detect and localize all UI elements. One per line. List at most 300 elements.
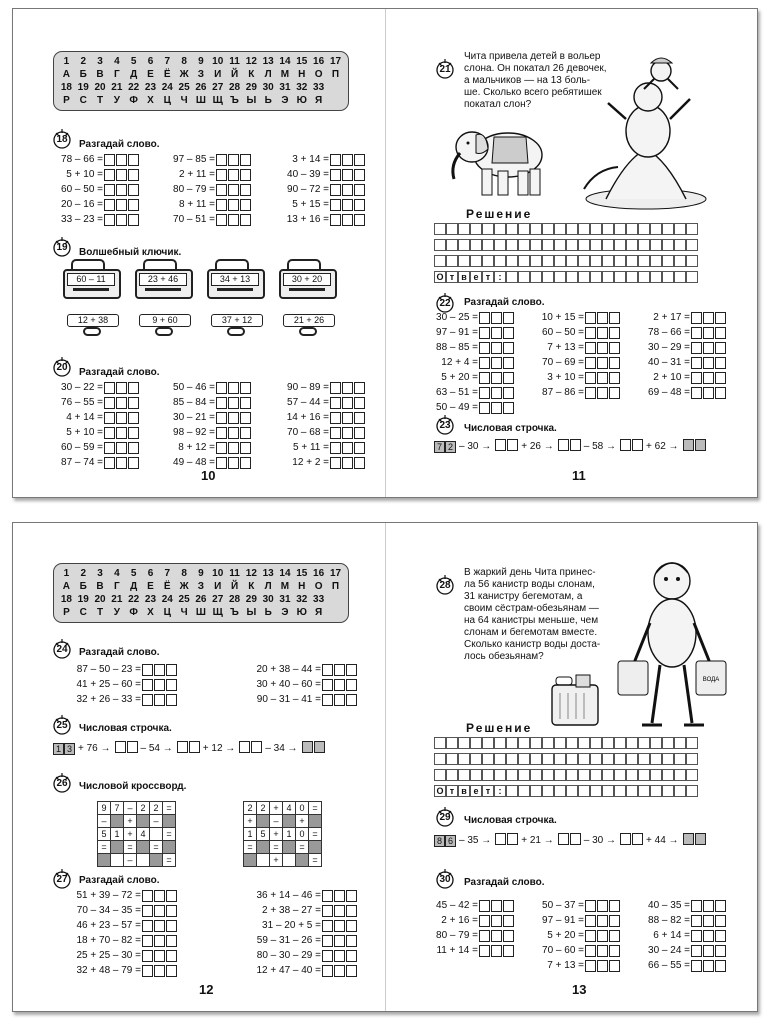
- answer-box[interactable]: [251, 741, 262, 753]
- grid-cell[interactable]: [518, 255, 530, 267]
- answer-box[interactable]: [715, 960, 726, 972]
- answer-box[interactable]: [104, 427, 115, 439]
- grid-cell[interactable]: [590, 769, 602, 781]
- grid-cell[interactable]: [638, 239, 650, 251]
- answer-box[interactable]: [346, 890, 357, 902]
- answer-box[interactable]: [154, 679, 165, 691]
- grid-cell[interactable]: [542, 271, 554, 283]
- grid-cell[interactable]: [470, 769, 482, 781]
- answer-box[interactable]: [570, 833, 581, 845]
- grid-cell[interactable]: [662, 769, 674, 781]
- answer-box[interactable]: [116, 382, 127, 394]
- answer-box[interactable]: [154, 694, 165, 706]
- grid-cell[interactable]: [542, 239, 554, 251]
- grid-cell[interactable]: [674, 785, 686, 797]
- grid-cell[interactable]: [638, 753, 650, 765]
- answer-box[interactable]: [609, 960, 620, 972]
- answer-box[interactable]: [228, 214, 239, 226]
- answer-box[interactable]: [142, 679, 153, 691]
- crossword-cell[interactable]: [111, 854, 124, 867]
- crossword-cell[interactable]: [244, 854, 257, 867]
- answer-box[interactable]: [503, 402, 514, 414]
- crossword-cell[interactable]: [111, 815, 124, 828]
- grid-cell[interactable]: [530, 271, 542, 283]
- answer-box[interactable]: [620, 833, 631, 845]
- grid-cell[interactable]: [590, 239, 602, 251]
- answer-box[interactable]: [495, 439, 506, 451]
- answer-box[interactable]: [322, 905, 333, 917]
- answer-box[interactable]: [240, 184, 251, 196]
- grid-cell[interactable]: [602, 753, 614, 765]
- grid-cell[interactable]: [686, 769, 698, 781]
- grid-cell[interactable]: [518, 785, 530, 797]
- answer-box[interactable]: [503, 327, 514, 339]
- grid-cell[interactable]: [434, 737, 446, 749]
- answer-box[interactable]: [240, 442, 251, 454]
- chain-answer[interactable]: [682, 833, 706, 848]
- answer-box[interactable]: [216, 199, 227, 211]
- grid-cell[interactable]: [506, 785, 518, 797]
- grid-cell[interactable]: [578, 769, 590, 781]
- answer-box[interactable]: [166, 905, 177, 917]
- grid-cell[interactable]: [530, 255, 542, 267]
- grid-cell[interactable]: [506, 239, 518, 251]
- crossword-cell[interactable]: [150, 828, 163, 841]
- answer-box[interactable]: [354, 214, 365, 226]
- answer-box[interactable]: [491, 342, 502, 354]
- grid-cell[interactable]: [650, 223, 662, 235]
- answer-box[interactable]: [334, 920, 345, 932]
- grid-cell[interactable]: [458, 753, 470, 765]
- grid-cell[interactable]: [674, 271, 686, 283]
- grid-cell[interactable]: [434, 223, 446, 235]
- answer-box[interactable]: [166, 664, 177, 676]
- answer-box[interactable]: [703, 387, 714, 399]
- answer-box[interactable]: [104, 412, 115, 424]
- answer-box[interactable]: [703, 915, 714, 927]
- answer-box[interactable]: [558, 439, 569, 451]
- key-icon[interactable]: [67, 314, 117, 338]
- grid-cell[interactable]: [602, 271, 614, 283]
- chain-answer[interactable]: [494, 833, 518, 848]
- answer-box[interactable]: [609, 945, 620, 957]
- answer-box[interactable]: [609, 930, 620, 942]
- answer-box[interactable]: [585, 960, 596, 972]
- answer-box[interactable]: [189, 741, 200, 753]
- answer-box[interactable]: [116, 442, 127, 454]
- answer-box[interactable]: [240, 169, 251, 181]
- answer-box[interactable]: [715, 357, 726, 369]
- answer-box[interactable]: [342, 397, 353, 409]
- answer-box[interactable]: [342, 154, 353, 166]
- answer-box[interactable]: [128, 214, 139, 226]
- answer-box[interactable]: [116, 214, 127, 226]
- grid-cell[interactable]: [662, 239, 674, 251]
- grid-cell[interactable]: [626, 239, 638, 251]
- answer-box[interactable]: [585, 387, 596, 399]
- answer-box[interactable]: [342, 442, 353, 454]
- grid-cell[interactable]: [446, 239, 458, 251]
- chain-answer[interactable]: [557, 833, 581, 848]
- answer-box[interactable]: [354, 412, 365, 424]
- grid-cell[interactable]: [614, 223, 626, 235]
- answer-box[interactable]: [330, 427, 341, 439]
- grid-cell[interactable]: [674, 737, 686, 749]
- answer-box[interactable]: [128, 442, 139, 454]
- crossword-cell[interactable]: [98, 854, 111, 867]
- answer-box[interactable]: [104, 214, 115, 226]
- answer-box[interactable]: [346, 965, 357, 977]
- answer-box[interactable]: [491, 357, 502, 369]
- answer-box[interactable]: [691, 312, 702, 324]
- grid-cell[interactable]: [674, 223, 686, 235]
- crossword-right[interactable]: [243, 801, 322, 867]
- answer-box[interactable]: [216, 382, 227, 394]
- answer-box[interactable]: [585, 312, 596, 324]
- answer-box[interactable]: [479, 900, 490, 912]
- answer-box[interactable]: [154, 890, 165, 902]
- grid-cell[interactable]: [638, 769, 650, 781]
- grid-cell[interactable]: [626, 271, 638, 283]
- answer-box[interactable]: [142, 664, 153, 676]
- answer-box[interactable]: [491, 402, 502, 414]
- grid-cell[interactable]: [446, 753, 458, 765]
- answer-box[interactable]: [228, 154, 239, 166]
- answer-box[interactable]: [322, 664, 333, 676]
- answer-box[interactable]: [715, 372, 726, 384]
- answer-box[interactable]: [116, 397, 127, 409]
- grid-cell[interactable]: [614, 769, 626, 781]
- answer-box[interactable]: [503, 915, 514, 927]
- grid-cell[interactable]: [518, 769, 530, 781]
- answer-box[interactable]: [691, 930, 702, 942]
- answer-box[interactable]: [609, 900, 620, 912]
- grid-cell[interactable]: [530, 239, 542, 251]
- answer-box[interactable]: [691, 900, 702, 912]
- grid-cell[interactable]: [590, 753, 602, 765]
- grid-cell[interactable]: [518, 271, 530, 283]
- crossword-cell[interactable]: [111, 841, 124, 854]
- answer-box[interactable]: [216, 169, 227, 181]
- answer-box[interactable]: [609, 327, 620, 339]
- grid-cell[interactable]: [662, 753, 674, 765]
- grid-cell[interactable]: [470, 737, 482, 749]
- answer-box[interactable]: [597, 915, 608, 927]
- grid-cell[interactable]: [506, 753, 518, 765]
- answer-box[interactable]: [703, 960, 714, 972]
- answer-box[interactable]: [334, 890, 345, 902]
- grid-cell[interactable]: [638, 785, 650, 797]
- grid-cell[interactable]: [434, 769, 446, 781]
- grid-cell[interactable]: [434, 753, 446, 765]
- answer-box[interactable]: [491, 387, 502, 399]
- answer-box[interactable]: [597, 312, 608, 324]
- grid-cell[interactable]: [470, 239, 482, 251]
- grid-cell[interactable]: [614, 737, 626, 749]
- crossword-cell[interactable]: [283, 841, 296, 854]
- answer-box[interactable]: [703, 945, 714, 957]
- grid-cell[interactable]: [614, 753, 626, 765]
- answer-box[interactable]: [620, 439, 631, 451]
- grid-cell[interactable]: [662, 271, 674, 283]
- answer-box[interactable]: [479, 402, 490, 414]
- grid-cell[interactable]: [590, 737, 602, 749]
- answer-box[interactable]: [354, 427, 365, 439]
- answer-box[interactable]: [154, 905, 165, 917]
- grid-cell[interactable]: [506, 271, 518, 283]
- answer-box[interactable]: [691, 357, 702, 369]
- grid-cell[interactable]: [458, 737, 470, 749]
- grid-cell[interactable]: [674, 753, 686, 765]
- answer-box[interactable]: [314, 741, 325, 753]
- crossword-cell[interactable]: [257, 841, 270, 854]
- answer-box[interactable]: [240, 397, 251, 409]
- grid-cell[interactable]: [554, 769, 566, 781]
- answer-box[interactable]: [166, 679, 177, 691]
- grid-cell[interactable]: [650, 769, 662, 781]
- grid-cell[interactable]: [542, 223, 554, 235]
- answer-box[interactable]: [166, 965, 177, 977]
- answer-box[interactable]: [330, 457, 341, 469]
- grid-cell[interactable]: [626, 769, 638, 781]
- answer-box[interactable]: [479, 930, 490, 942]
- grid-cell[interactable]: [626, 737, 638, 749]
- grid-cell[interactable]: [638, 223, 650, 235]
- answer-box[interactable]: [503, 342, 514, 354]
- grid-cell[interactable]: [458, 223, 470, 235]
- answer-box[interactable]: [128, 154, 139, 166]
- answer-box[interactable]: [322, 965, 333, 977]
- grid-cell[interactable]: [446, 737, 458, 749]
- grid-cell[interactable]: [602, 737, 614, 749]
- grid-cell[interactable]: [590, 255, 602, 267]
- answer-box[interactable]: [715, 945, 726, 957]
- answer-box[interactable]: [691, 372, 702, 384]
- answer-box[interactable]: [695, 439, 706, 451]
- answer-box[interactable]: [597, 372, 608, 384]
- grid-cell[interactable]: [638, 255, 650, 267]
- grid-cell[interactable]: [578, 737, 590, 749]
- answer-box[interactable]: [507, 833, 518, 845]
- answer-box[interactable]: [128, 169, 139, 181]
- grid-cell[interactable]: [482, 753, 494, 765]
- answer-box[interactable]: [228, 397, 239, 409]
- answer-box[interactable]: [116, 169, 127, 181]
- grid-cell[interactable]: [686, 785, 698, 797]
- answer-box[interactable]: [342, 457, 353, 469]
- grid-cell[interactable]: [590, 271, 602, 283]
- answer-box[interactable]: [166, 920, 177, 932]
- crossword-cell[interactable]: [137, 841, 150, 854]
- answer-box[interactable]: [228, 427, 239, 439]
- answer-box[interactable]: [239, 741, 250, 753]
- answer-box[interactable]: [154, 664, 165, 676]
- answer-box[interactable]: [240, 382, 251, 394]
- answer-box[interactable]: [346, 664, 357, 676]
- answer-box[interactable]: [597, 387, 608, 399]
- answer-box[interactable]: [346, 920, 357, 932]
- grid-cell[interactable]: [506, 769, 518, 781]
- answer-box[interactable]: [322, 679, 333, 691]
- answer-box[interactable]: [585, 900, 596, 912]
- grid-cell[interactable]: [602, 785, 614, 797]
- answer-box[interactable]: [558, 833, 569, 845]
- answer-box[interactable]: [491, 915, 502, 927]
- chain-answer[interactable]: [682, 439, 706, 454]
- grid-cell[interactable]: [554, 753, 566, 765]
- answer-box[interactable]: [142, 965, 153, 977]
- answer-box[interactable]: [334, 905, 345, 917]
- chain-answer[interactable]: [238, 741, 262, 756]
- answer-box[interactable]: [228, 442, 239, 454]
- grid-cell[interactable]: [530, 753, 542, 765]
- answer-box[interactable]: [104, 184, 115, 196]
- answer-box[interactable]: [334, 679, 345, 691]
- answer-box[interactable]: [322, 935, 333, 947]
- answer-box[interactable]: [609, 387, 620, 399]
- crossword-cell[interactable]: [163, 841, 176, 854]
- answer-box[interactable]: [691, 387, 702, 399]
- grid-cell[interactable]: [590, 223, 602, 235]
- answer-box[interactable]: [491, 327, 502, 339]
- grid-cell[interactable]: [578, 785, 590, 797]
- grid-cell[interactable]: [674, 239, 686, 251]
- answer-box[interactable]: [342, 214, 353, 226]
- grid-cell[interactable]: [602, 769, 614, 781]
- grid-cell[interactable]: [554, 785, 566, 797]
- answer-box[interactable]: [342, 199, 353, 211]
- answer-box[interactable]: [330, 382, 341, 394]
- answer-box[interactable]: [240, 457, 251, 469]
- answer-box[interactable]: [104, 199, 115, 211]
- answer-box[interactable]: [216, 457, 227, 469]
- grid-cell[interactable]: [602, 223, 614, 235]
- grid-cell[interactable]: [494, 753, 506, 765]
- answer-box[interactable]: [632, 439, 643, 451]
- answer-box[interactable]: [216, 412, 227, 424]
- grid-cell[interactable]: [662, 785, 674, 797]
- answer-box[interactable]: [715, 312, 726, 324]
- answer-box[interactable]: [585, 945, 596, 957]
- answer-box[interactable]: [104, 382, 115, 394]
- answer-box[interactable]: [128, 199, 139, 211]
- grid-cell[interactable]: [662, 223, 674, 235]
- grid-cell[interactable]: [614, 785, 626, 797]
- answer-box[interactable]: [166, 694, 177, 706]
- answer-box[interactable]: [715, 900, 726, 912]
- grid-cell[interactable]: [434, 239, 446, 251]
- grid-cell[interactable]: [458, 769, 470, 781]
- answer-box[interactable]: [597, 900, 608, 912]
- answer-box[interactable]: [503, 900, 514, 912]
- answer-box[interactable]: [216, 184, 227, 196]
- answer-box[interactable]: [597, 342, 608, 354]
- chain-answer[interactable]: [619, 833, 643, 848]
- answer-box[interactable]: [104, 397, 115, 409]
- grid-cell[interactable]: [542, 769, 554, 781]
- answer-box[interactable]: [503, 357, 514, 369]
- crossword-cell[interactable]: [309, 815, 322, 828]
- chain-answer[interactable]: [557, 439, 581, 454]
- answer-box[interactable]: [703, 900, 714, 912]
- answer-box[interactable]: [354, 457, 365, 469]
- answer-box[interactable]: [228, 169, 239, 181]
- grid-cell[interactable]: [674, 769, 686, 781]
- answer-box[interactable]: [330, 154, 341, 166]
- grid-cell[interactable]: [554, 271, 566, 283]
- answer-box[interactable]: [609, 357, 620, 369]
- grid-cell[interactable]: [518, 239, 530, 251]
- answer-box[interactable]: [128, 397, 139, 409]
- grid-cell[interactable]: [494, 223, 506, 235]
- answer-box[interactable]: [703, 357, 714, 369]
- answer-box[interactable]: [691, 342, 702, 354]
- chain-answer[interactable]: [619, 439, 643, 454]
- grid-cell[interactable]: [686, 737, 698, 749]
- answer-box[interactable]: [104, 457, 115, 469]
- answer-box[interactable]: [216, 154, 227, 166]
- answer-box[interactable]: [240, 214, 251, 226]
- grid-cell[interactable]: [650, 255, 662, 267]
- answer-box[interactable]: [703, 930, 714, 942]
- answer-box[interactable]: [330, 397, 341, 409]
- answer-box[interactable]: [240, 427, 251, 439]
- grid-cell[interactable]: [626, 785, 638, 797]
- answer-box[interactable]: [166, 890, 177, 902]
- answer-box[interactable]: [695, 833, 706, 845]
- answer-box[interactable]: [703, 312, 714, 324]
- grid-cell[interactable]: [686, 239, 698, 251]
- grid-cell[interactable]: [554, 223, 566, 235]
- answer-box[interactable]: [154, 920, 165, 932]
- answer-box[interactable]: [691, 945, 702, 957]
- answer-box[interactable]: [354, 154, 365, 166]
- grid-cell[interactable]: [686, 223, 698, 235]
- answer-box[interactable]: [240, 154, 251, 166]
- answer-box[interactable]: [585, 357, 596, 369]
- grid-cell[interactable]: [590, 785, 602, 797]
- grid-cell[interactable]: [578, 753, 590, 765]
- grid-cell[interactable]: [542, 255, 554, 267]
- answer-box[interactable]: [228, 199, 239, 211]
- answer-box[interactable]: [166, 950, 177, 962]
- answer-box[interactable]: [346, 935, 357, 947]
- answer-box[interactable]: [507, 439, 518, 451]
- answer-box[interactable]: [104, 169, 115, 181]
- answer-box[interactable]: [330, 184, 341, 196]
- answer-box[interactable]: [216, 442, 227, 454]
- answer-box[interactable]: [715, 387, 726, 399]
- key-icon[interactable]: [283, 314, 333, 338]
- answer-box[interactable]: [116, 154, 127, 166]
- answer-box[interactable]: [495, 833, 506, 845]
- crossword-cell[interactable]: [283, 854, 296, 867]
- chain-answer[interactable]: [494, 439, 518, 454]
- crossword-cell[interactable]: [283, 815, 296, 828]
- answer-box[interactable]: [116, 457, 127, 469]
- grid-cell[interactable]: [518, 753, 530, 765]
- answer-box[interactable]: [597, 357, 608, 369]
- grid-cell[interactable]: [530, 223, 542, 235]
- answer-box[interactable]: [116, 427, 127, 439]
- answer-box[interactable]: [703, 342, 714, 354]
- grid-cell[interactable]: [482, 255, 494, 267]
- crossword-cell[interactable]: [309, 841, 322, 854]
- answer-box[interactable]: [609, 342, 620, 354]
- grid-cell[interactable]: [686, 271, 698, 283]
- grid-cell[interactable]: [578, 239, 590, 251]
- grid-cell[interactable]: [458, 239, 470, 251]
